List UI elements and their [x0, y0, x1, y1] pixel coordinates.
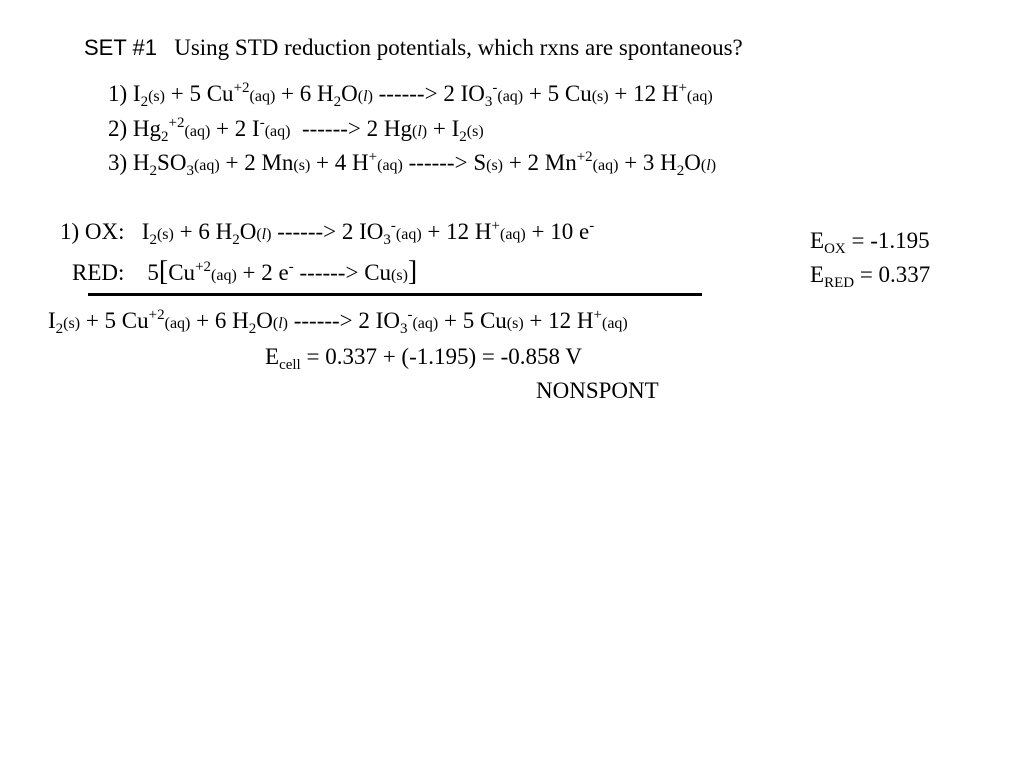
reaction-1: 1) $I_2(s) + 5$ $Cu^{+2}(aq) + 6$ $H_2O(l)$ ------> 2 $IO_3^-(aq) + 5$ Cu(s) + 12 H+(aq): [108, 80, 713, 110]
reaction-3: 3) $H_2SO_3(aq) + 2$ Mn(s) + 4 H+(aq) ------> S(s) + 2 $Mn^{+2}(aq) + 3$ $H_2O(l)$: [108, 149, 717, 179]
e-cell-calculation: $E_{cell} = 0.337 + (-1.195) = -0.858$ V: [265, 344, 582, 373]
verdict-text: NONSPONT: [536, 378, 659, 403]
reaction-number: 2): [108, 116, 128, 141]
ox-label: 1) OX:: [60, 219, 125, 244]
red-label: RED:: [72, 260, 125, 285]
reaction-2: 2) $Hg_2^{+2}(aq) + 2$ I-(aq) ------> 2 $Hg(l) + I_2(s)$: [108, 115, 484, 145]
overall-reaction: $I_2(s) + 5$ $Cu^{+2}(aq) + 6$ $H_2O(l)$ ------> 2 $IO_3^-(aq) + 5$ Cu(s) + 12 H+(aq): [48, 307, 628, 337]
e-ox-value: $E_{OX} = -1.195$: [810, 228, 930, 257]
set-label: SET #1: [84, 35, 157, 60]
oxidation-half-reaction: 1) OX: $I_2(s) + 6$ $H_2O(l)$ ------> 2 $IO_3^-(aq) + 12$ H+(aq) + 10 e-: [60, 218, 595, 248]
question-text: Using STD reduction potentials, which rxns are spontaneous?: [174, 35, 743, 60]
reaction-number: 1): [108, 81, 128, 106]
e-red-value: $E_{RED} = 0.337$: [810, 262, 931, 291]
reduction-half-reaction: RED: $5[Cu^{+2}(aq) + 2$ e- ------> Cu(s)]: [72, 256, 418, 287]
reaction-number: 3): [108, 150, 128, 175]
slide-header: [84, 36, 743, 59]
summation-line: [88, 293, 702, 296]
